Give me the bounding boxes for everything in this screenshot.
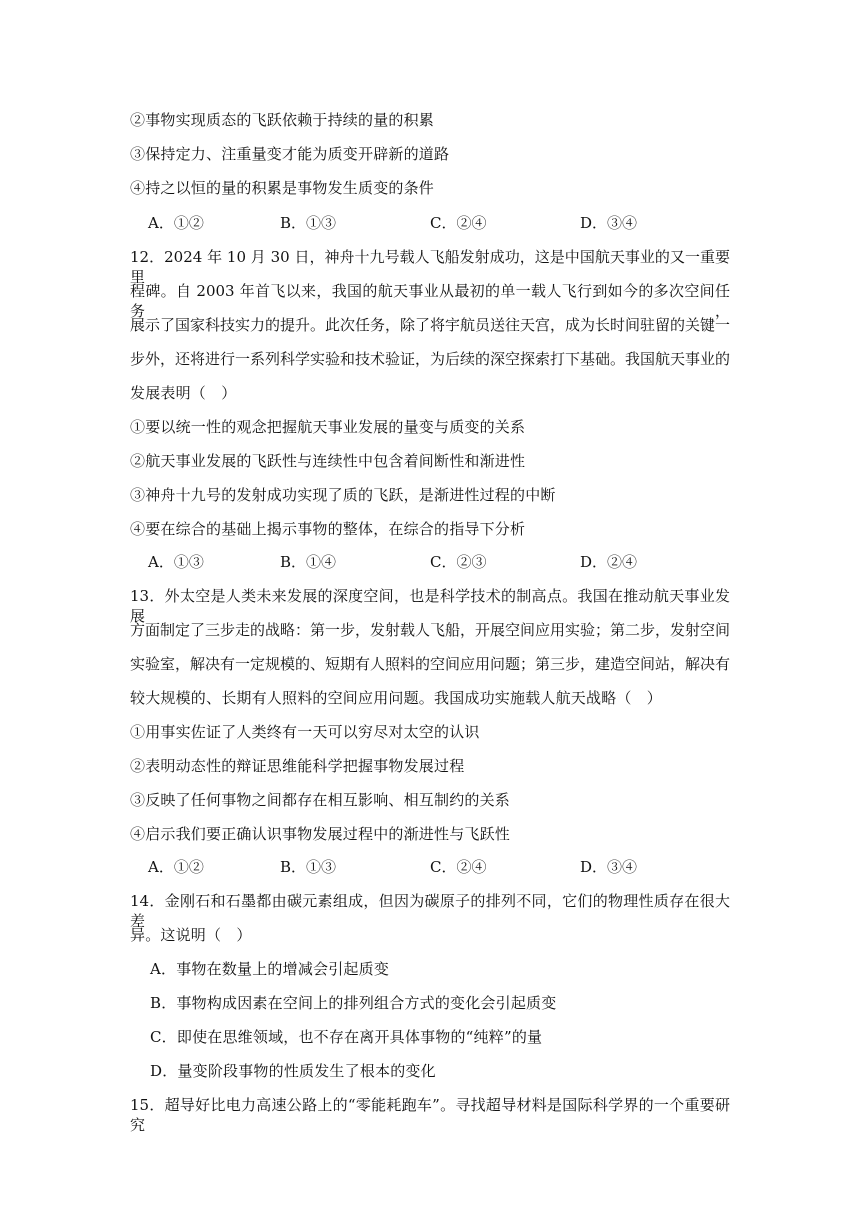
q12-option-b[interactable]: B．①④ (280, 553, 337, 571)
q12-stem-line-2: 程碑。自 2003 年首飞以来，我国的航天事业从最初的单一载人飞行到如今的多次空间任务， (130, 282, 730, 320)
q12-item-1: ①要以统一性的观念把握航天事业发展的量变与质变的关系 (130, 418, 526, 436)
q13-item-1: ①用事实佐证了人类终有一天可以穷尽对太空的认识 (130, 723, 480, 741)
q12-stem-line-5: 发展表明（ ） (130, 384, 237, 402)
q13-option-d[interactable]: D．③④ (580, 858, 638, 876)
q13-stem-line-2: 方面制定了三步走的战略：第一步，发射载人飞船，开展空间应用实验；第二步，发射空间 (130, 621, 731, 639)
q14-choice-c[interactable]: C．即使在思维领域，也不存在离开具体事物的“纯粹”的量 (150, 1028, 543, 1046)
q14-choice-d[interactable]: D．量变阶段事物的性质发生了根本的变化 (150, 1062, 436, 1080)
q12-option-d[interactable]: D．②④ (580, 553, 638, 571)
q13-item-4: ④启示我们要正确认识事物发展过程中的渐进性与飞跃性 (130, 825, 511, 843)
q13-stem-line-4: 较大规模的、长期有人照料的空间应用问题。我国成功实施载人航天战略（ ） (130, 689, 663, 707)
q13-stem-line-3: 实验室，解决有一定规模的、短期有人照料的空间应用问题；第三步，建造空间站，解决有 (130, 655, 731, 673)
q11-option-c[interactable]: C．②④ (430, 214, 487, 232)
q12-option-c[interactable]: C．②③ (430, 553, 487, 571)
q12-item-2: ②航天事业发展的飞跃性与连续性中包含着间断性和渐进性 (130, 452, 526, 470)
q11-option-d[interactable]: D．③④ (580, 214, 638, 232)
q13-option-b[interactable]: B．①③ (280, 858, 337, 876)
q14-choice-a[interactable]: A．事物在数量上的增减会引起质变 (150, 960, 390, 978)
q12-option-a[interactable]: A．①③ (148, 553, 204, 571)
q11-item-2: ②事物实现质态的飞跃依赖于持续的量的积累 (130, 111, 435, 129)
q11-option-a[interactable]: A．①② (148, 214, 204, 232)
q12-stem-line-4: 步外，还将进行一系列科学实验和技术验证，为后续的深空探索打下基础。我国航天事业的 (130, 350, 731, 368)
q14-stem-line-2: 异。这说明（ ） (130, 926, 252, 944)
q13-option-c[interactable]: C．②④ (430, 858, 487, 876)
q11-item-4: ④持之以恒的量的积累是事物发生质变的条件 (130, 179, 435, 197)
q12-item-4: ④要在综合的基础上揭示事物的整体，在综合的指导下分析 (130, 520, 526, 538)
q11-option-b[interactable]: B．①③ (280, 214, 337, 232)
q13-stem-line-1: 13．外太空是人类未来发展的深度空间，也是科学技术的制高点。我国在推动航天事业发展 (130, 587, 730, 625)
q14-stem-line-1: 14．金刚石和石墨都由碳元素组成，但因为碳原子的排列不同，它们的物理性质存在很大差 (130, 892, 730, 930)
q12-item-3: ③神舟十九号的发射成功实现了质的飞跃，是渐进性过程的中断 (130, 486, 556, 504)
q11-item-3: ③保持定力、注重量变才能为质变开辟新的道路 (130, 145, 450, 163)
q13-option-a[interactable]: A．①② (148, 858, 204, 876)
q12-stem-line-1: 12．2024 年 10 月 30 日，神舟十九号载人飞船发射成功，这是中国航天事业的又一重要里 (130, 248, 730, 286)
q13-item-2: ②表明动态性的辩证思维能科学把握事物发展过程 (130, 757, 465, 775)
q13-item-3: ③反映了任何事物之间都存在相互影响、相互制约的关系 (130, 791, 511, 809)
q15-stem-line-1: 15．超导好比电力高速公路上的“零能耗跑车”。寻找超导材料是国际科学界的一个重要研究 (130, 1096, 730, 1134)
q14-choice-b[interactable]: B．事物构成因素在空间上的排列组合方式的变化会引起质变 (150, 994, 557, 1012)
q12-stem-line-3: 展示了国家科技实力的提升。此次任务，除了将宇航员送往天宫，成为长时间驻留的关键一 (130, 316, 731, 334)
